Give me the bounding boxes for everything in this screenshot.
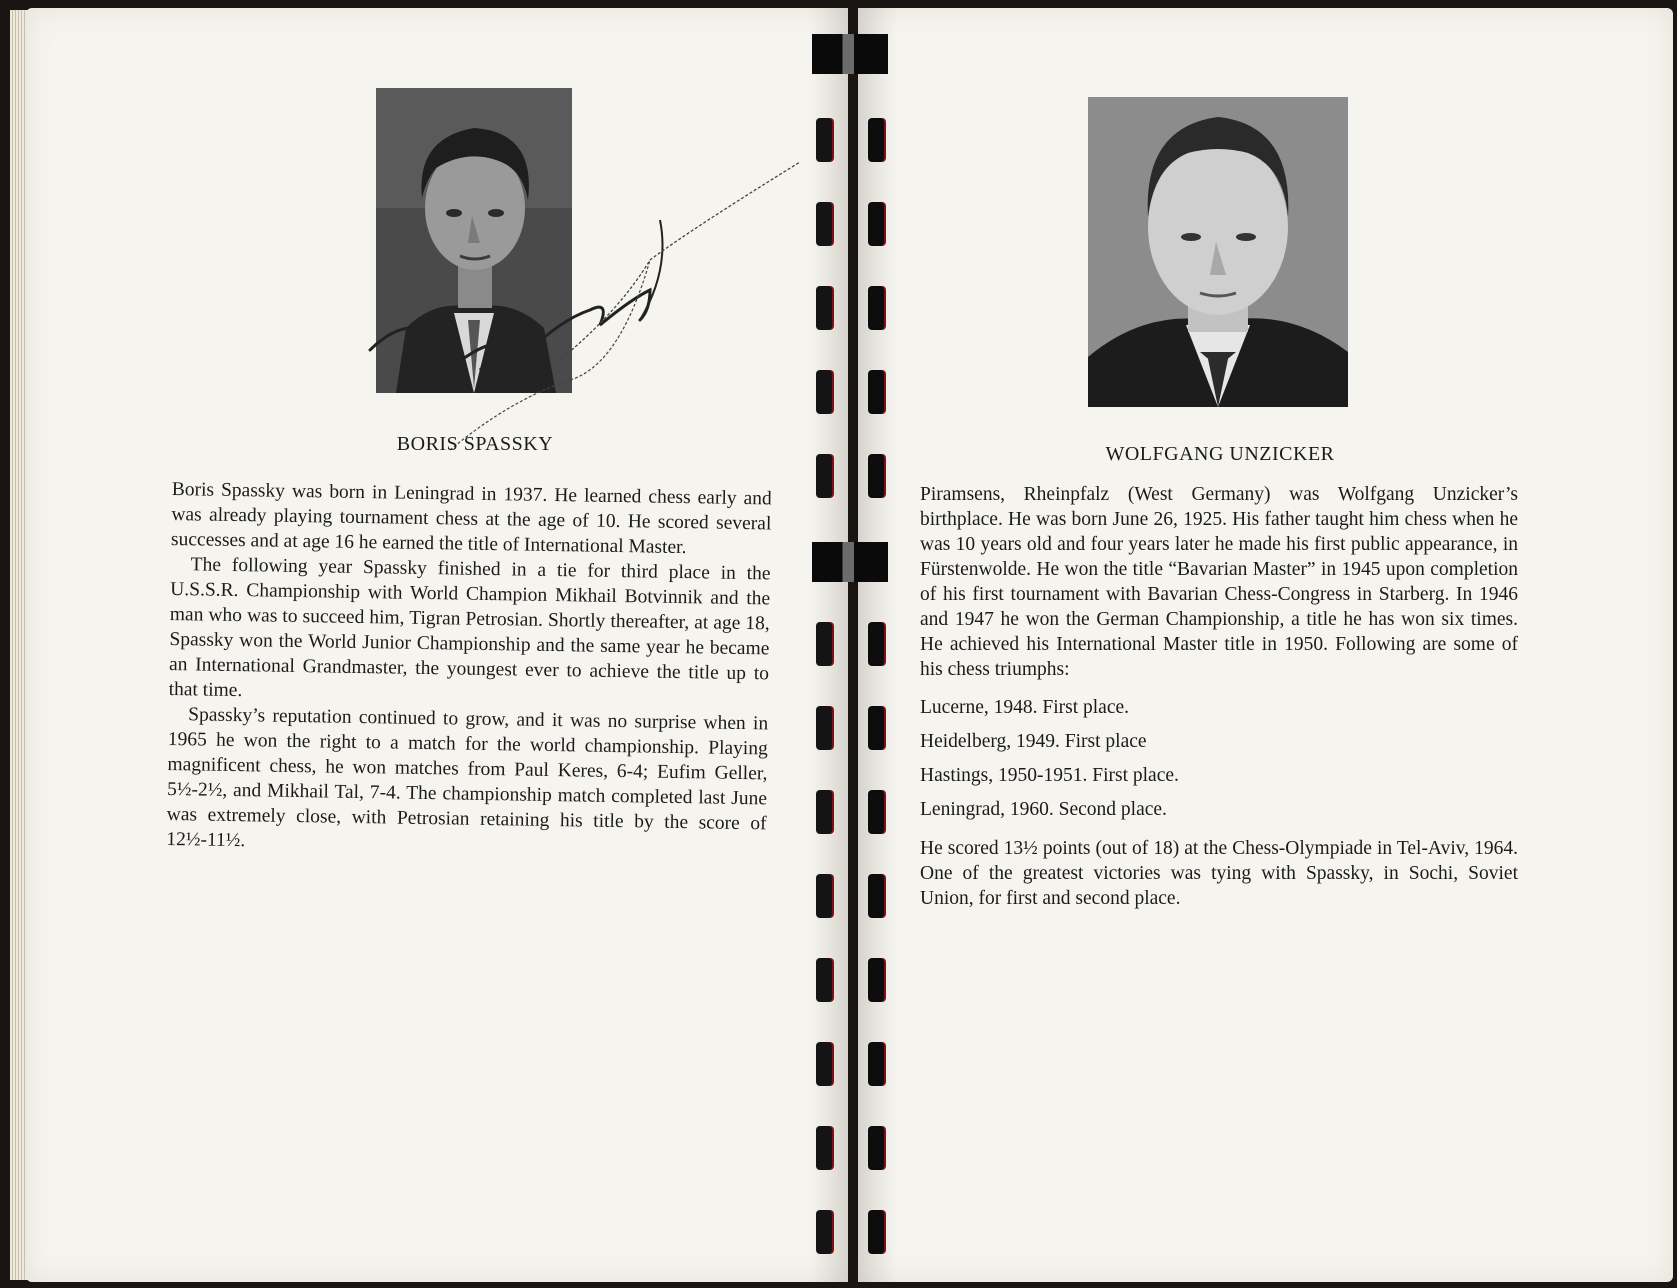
binding-ring bbox=[868, 958, 884, 1002]
binding-ring bbox=[868, 286, 884, 330]
portrait-photo-icon bbox=[1088, 97, 1348, 407]
binding-ring bbox=[868, 370, 884, 414]
binding-clip bbox=[812, 542, 888, 582]
binding-ring bbox=[816, 118, 832, 162]
binding-ring bbox=[816, 1126, 832, 1170]
binding-ring bbox=[816, 454, 832, 498]
spassky-paragraph-3: Spassky’s reputation continued to grow, and it was no surprise when in 1965 he won the right to a match for the world championship. Playing magnificent chess, he won matches from Paul Keres, 6-4; Eufim Geller, 5½-2½, and Mikhail Tal, 7-4. The championship match completed last June was extremely close, with Petrosian retaining his title by the score of 12½-11½. bbox=[166, 704, 769, 852]
unzicker-paragraph: Piramsens, Rheinpfalz (West Germany) was Wolfgang Unzicker’s birthplace. He was born June 26, 1925. His father taught him chess when he was 10 years old and four years later he made his first public appearance, in Fürstenwolde. He won the title “Bavarian Master” in 1945 upon completion of his first tournament with Bavarian Chess-Congress in Starberg. In 1946 and 1947 he won the German Championship, a title he has won six times. He achieved his International Master title in 1950. Following are some of his chess triumphs: bbox=[920, 484, 1518, 680]
binding-clip bbox=[812, 34, 888, 74]
binding-ring bbox=[816, 790, 832, 834]
binding-ring bbox=[868, 622, 884, 666]
list-item: Lucerne, 1948. First place. bbox=[920, 697, 1130, 718]
binding-ring bbox=[816, 1210, 832, 1254]
binding-ring bbox=[868, 1042, 884, 1086]
unzicker-biography bbox=[920, 482, 1518, 911]
triumphs-list bbox=[920, 695, 1518, 822]
binding-ring bbox=[868, 454, 884, 498]
binding-ring bbox=[868, 874, 884, 918]
spiral-binding bbox=[800, 0, 900, 1288]
spassky-paragraph-2: The following year Spassky finished in a tie for third place in the U.S.S.R. Championship with World Champion Mikhail Botvinnik and the man who was to succeed him, Tigran Petrosian. Shortly thereafter, at age 18, Spassky won the World Junior Championship and the same year he became an International Grandmaster, the youngest ever to achieve the title up to that time. bbox=[168, 554, 771, 702]
binding-ring bbox=[868, 706, 884, 750]
binding-ring bbox=[816, 874, 832, 918]
spassky-caption: BORIS SPASSKY bbox=[396, 433, 554, 455]
binding-ring bbox=[816, 202, 832, 246]
unzicker-closing-paragraph: He scored 13½ points (out of 18) at the Chess-Olympiade in Tel-Aviv, 1964. One of the greatest victories was tying with Spassky, in Sochi, Soviet Union, for first and second place. bbox=[920, 838, 1518, 909]
binding-ring bbox=[816, 958, 832, 1002]
list-item: Leningrad, 1960. Second place. bbox=[920, 799, 1167, 820]
list-item: Heidelberg, 1949. First place bbox=[920, 731, 1147, 752]
binding-ring bbox=[868, 1210, 884, 1254]
portrait-photo-icon bbox=[376, 88, 572, 393]
unzicker-portrait-photo bbox=[1088, 97, 1348, 407]
binding-ring bbox=[868, 118, 884, 162]
binding-ring bbox=[816, 622, 832, 666]
spassky-portrait-photo bbox=[376, 88, 572, 393]
binding-ring bbox=[868, 790, 884, 834]
binding-ring bbox=[868, 202, 884, 246]
binding-ring bbox=[816, 286, 832, 330]
spassky-biography bbox=[166, 477, 772, 861]
unzicker-caption: WOLFGANG UNZICKER bbox=[1105, 443, 1335, 465]
binding-ring bbox=[816, 706, 832, 750]
binding-ring bbox=[816, 1042, 832, 1086]
binding-ring bbox=[816, 370, 832, 414]
list-item: Hastings, 1950-1951. First place. bbox=[920, 765, 1179, 786]
binding-ring bbox=[868, 1126, 884, 1170]
spassky-paragraph-1: Boris Spassky was born in Leningrad in 1937. He learned chess early and was already playing tournament chess at the age of 10. He scored several successes and at age 16 he earned the title of International Master. bbox=[170, 478, 772, 559]
